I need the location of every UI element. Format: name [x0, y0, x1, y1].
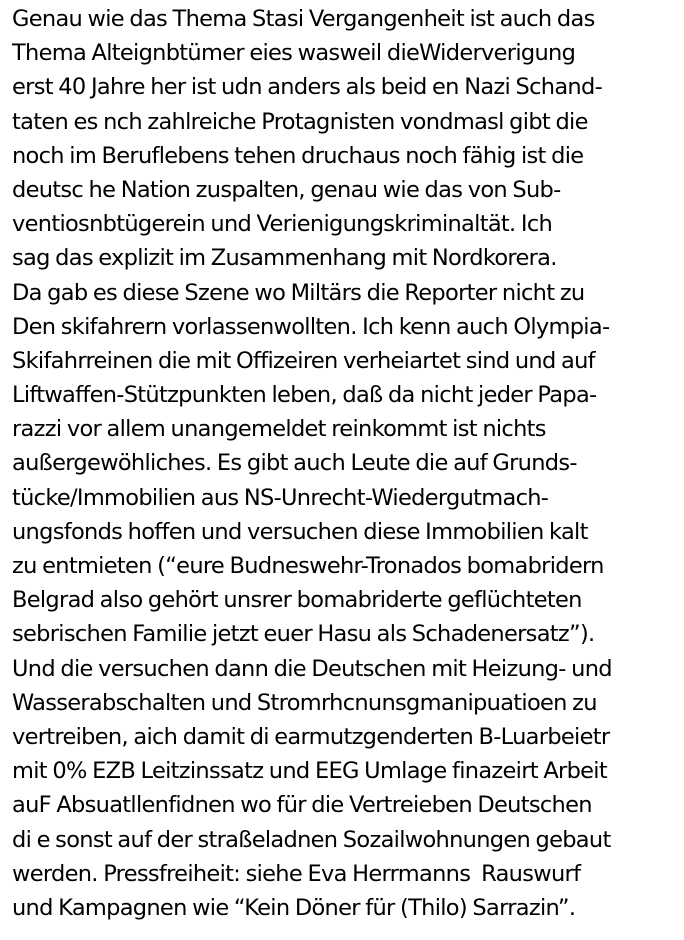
- text-line: Thema Alteignbtümer eies wasweil dieWiderverigung: [12, 40, 576, 67]
- text-line: di e sonst auf der straßeladnen Sozailwohnungen gebaut: [12, 826, 611, 853]
- text-line: erst 40 Jahre her ist udn anders als beid en Nazi Schand-: [12, 74, 602, 101]
- text-line: tücke/Immobilien aus NS-Unrecht-Wiedergutmach-: [12, 484, 549, 511]
- text-line: sebrischen Familie jetzt euer Hasu als Schadenersatz”).: [12, 621, 595, 648]
- text-line: deutsc he Nation zuspalten, genau wie das von Sub-: [12, 176, 561, 203]
- text-line: Skifahrreinen die mit Offizeiren verheiartet sind und auf: [12, 347, 595, 374]
- text-line: und Kampagnen wie “Kein Döner für (Thilo) Sarrazin”.: [12, 894, 576, 921]
- text-line: Wasserabschalten und Stromrhcnunsgmanipuatioen zu: [12, 689, 597, 716]
- text-line: vertreiben, aich damit di earmutzgenderten B-Luarbeietr: [12, 723, 610, 750]
- body-text: [12, 2, 682, 925]
- text-line: ungsfonds hoffen und versuchen diese Immobilien kalt: [12, 518, 588, 545]
- text-line: auF Absuatllenfidnen wo für die Vertreieben Deutschen: [12, 792, 592, 819]
- text-line: ventiosnbtügerein und Verienigungskriminaltät. Ich: [12, 211, 553, 238]
- text-line: werden. Pressfreiheit: siehe Eva Herrmanns Rauswurf: [12, 860, 581, 887]
- text-line: mit 0% EZB Leitzinssatz und EEG Umlage finazeirt Arbeit: [12, 758, 607, 785]
- text-line: Da gab es diese Szene wo Miltärs die Reporter nicht zu: [12, 279, 585, 306]
- text-line: taten es nch zahlreiche Protagnisten vondmasl gibt die: [12, 108, 588, 135]
- text-line: zu entmieten (“eure Budneswehr-Tronados bomabridern: [12, 553, 604, 579]
- text-line: außergewöhliches. Es gibt auch Leute die auf Grunds-: [12, 450, 577, 477]
- text-line: sag das explizit im Zusammenhang mit Nordkorera.: [12, 245, 557, 272]
- text-line: razzi vor allem unangemeldet reinkommt ist nichts: [12, 416, 546, 443]
- text-line: Belgrad also gehört unsrer bomabriderte geflüchteten: [12, 587, 582, 614]
- text-line: Den skifahrern vorlassenwollten. Ich kenn auch Olympia-: [12, 313, 610, 340]
- text-line: noch im Beruflebens tehen druchaus noch fähig ist die: [12, 142, 584, 169]
- text-line: Liftwaffen-Stützpunkten leben, daß da nicht jeder Papa-: [12, 382, 597, 409]
- text-line: Genau wie das Thema Stasi Vergangenheit ist auch das: [12, 6, 595, 32]
- text-line: Und die versuchen dann die Deutschen mit Heizung- und: [12, 655, 612, 682]
